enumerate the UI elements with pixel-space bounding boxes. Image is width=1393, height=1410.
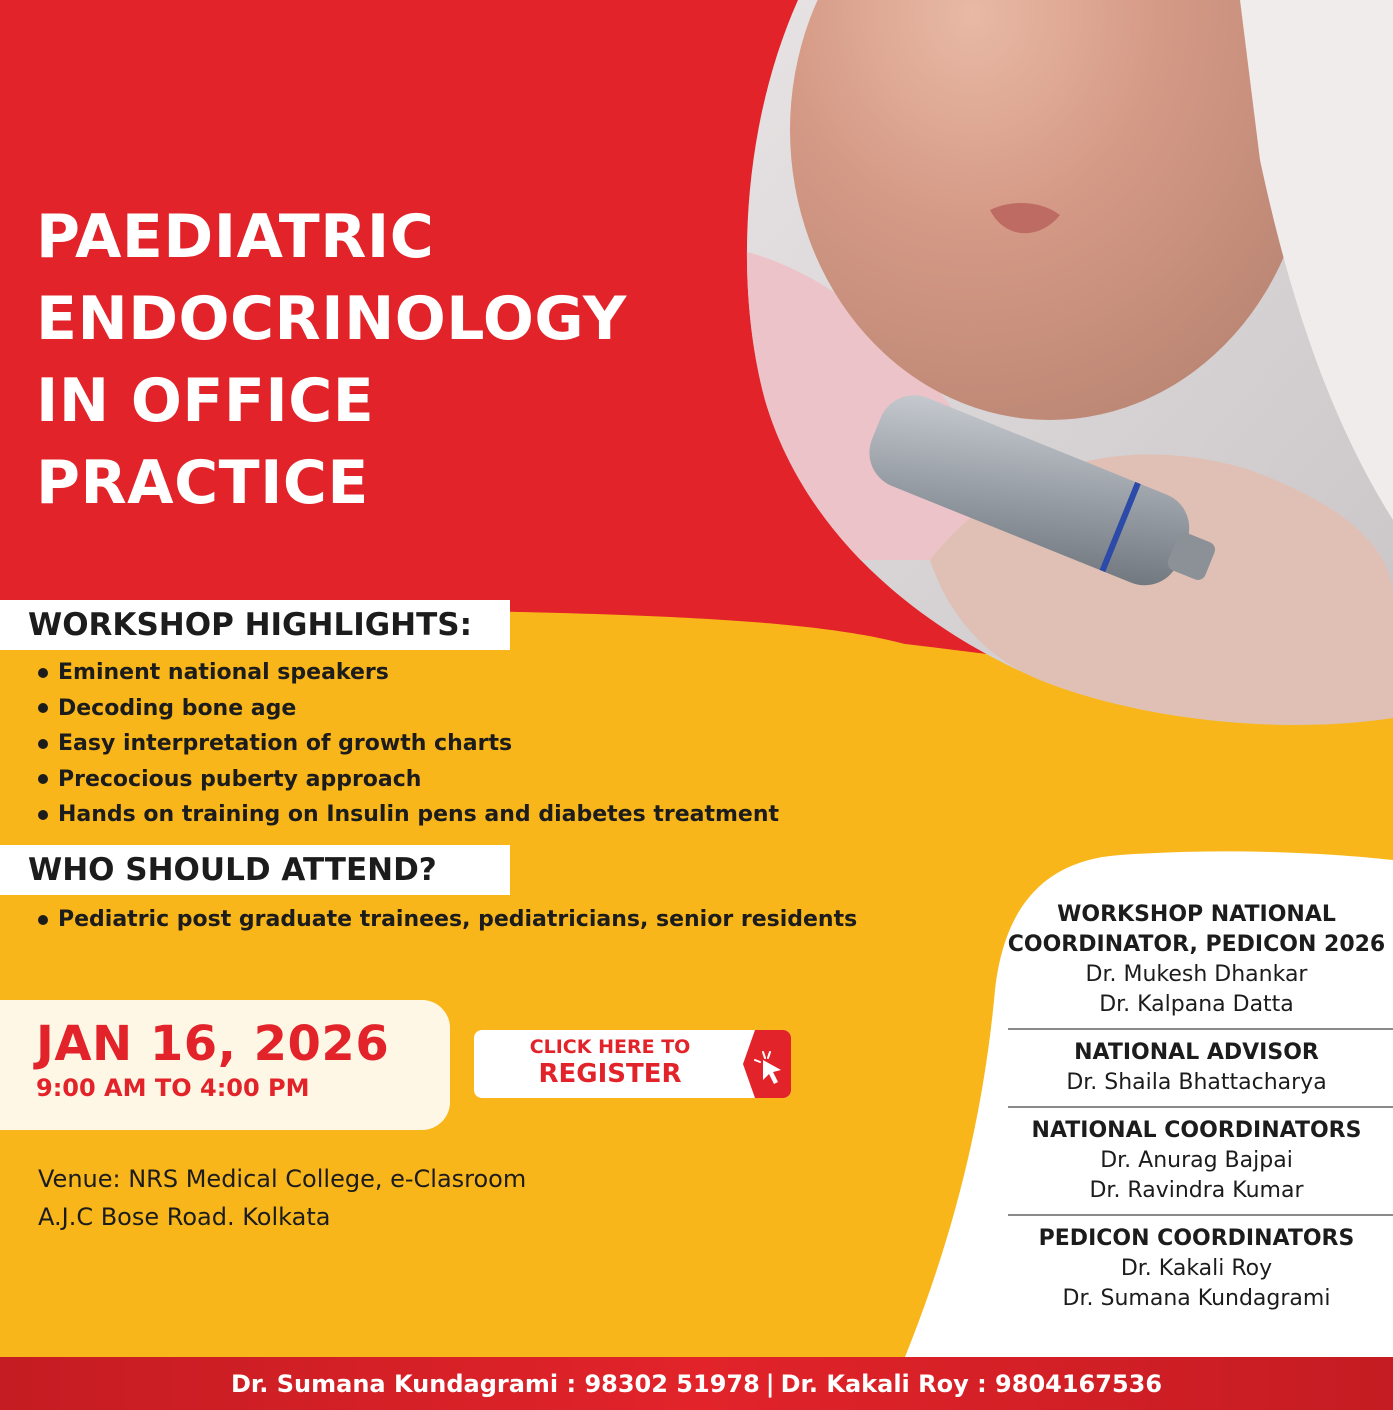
title-line-2: ENDOCRINOLOGY [36, 284, 627, 354]
divider [1008, 1028, 1393, 1030]
person-name: Dr. Ravindra Kumar [1089, 1178, 1304, 1203]
coordinators-panel [1000, 900, 1393, 1314]
list-item: Precocious puberty approach [38, 762, 779, 798]
person-name: Dr. Shaila Bhattacharya [1066, 1070, 1327, 1095]
contact-1: Dr. Sumana Kundagrami : 98302 51978 [230, 1369, 760, 1398]
main-title [36, 196, 627, 524]
highlights-list [38, 655, 779, 833]
contact-footer [0, 1357, 1393, 1410]
group-heading: NATIONAL COORDINATORS [1031, 1118, 1362, 1143]
coordinator-group [1000, 1116, 1393, 1206]
group-heading: COORDINATOR, PEDICON 2026 [1007, 932, 1386, 957]
divider [1008, 1106, 1393, 1108]
attend-list [38, 902, 857, 938]
venue-line-2: A.J.C Bose Road. Kolkata [38, 1203, 331, 1231]
contact-separator: | [765, 1369, 775, 1398]
person-name: Dr. Kalpana Datta [1099, 992, 1294, 1017]
title-line-4: PRACTICE [36, 448, 369, 518]
title-line-1: PAEDIATRIC [36, 202, 435, 272]
person-name: Dr. Anurag Bajpai [1100, 1148, 1293, 1173]
group-heading: NATIONAL ADVISOR [1074, 1040, 1319, 1065]
contact-2: Dr. Kakali Roy : 9804167536 [780, 1369, 1163, 1398]
group-heading: PEDICON COORDINATORS [1038, 1226, 1355, 1251]
list-item: Eminent national speakers [38, 655, 779, 691]
event-time: 9:00 AM TO 4:00 PM [36, 1074, 310, 1102]
event-date: JAN 16, 2026 [36, 1016, 390, 1072]
list-item: Easy interpretation of growth charts [38, 726, 779, 762]
register-label [474, 1038, 746, 1087]
coordinator-group [1000, 1224, 1393, 1314]
list-item: Pediatric post graduate trainees, pediatricians, senior residents [38, 902, 857, 938]
register-label-line-2: REGISTER [538, 1059, 682, 1089]
title-line-3: IN OFFICE [36, 366, 375, 436]
divider [1008, 1214, 1393, 1216]
group-heading: WORKSHOP NATIONAL [1057, 902, 1336, 927]
attend-heading: WHO SHOULD ATTEND? [0, 845, 510, 895]
register-button[interactable] [474, 1030, 791, 1098]
person-name: Dr. Kakali Roy [1120, 1256, 1273, 1281]
cursor-icon [743, 1030, 791, 1098]
venue-info [38, 1160, 526, 1236]
highlights-heading: WORKSHOP HIGHLIGHTS: [0, 600, 510, 650]
register-label-line-1: CLICK HERE TO [529, 1036, 691, 1058]
coordinator-group [1000, 1038, 1393, 1098]
list-item: Decoding bone age [38, 691, 779, 727]
venue-line-1: Venue: NRS Medical College, e-Clasroom [38, 1165, 527, 1193]
coordinator-group [1000, 900, 1393, 1020]
list-item: Hands on training on Insulin pens and diabetes treatment [38, 797, 779, 833]
person-name: Dr. Sumana Kundagrami [1062, 1286, 1331, 1311]
person-name: Dr. Mukesh Dhankar [1085, 962, 1308, 987]
date-card [0, 1000, 450, 1130]
